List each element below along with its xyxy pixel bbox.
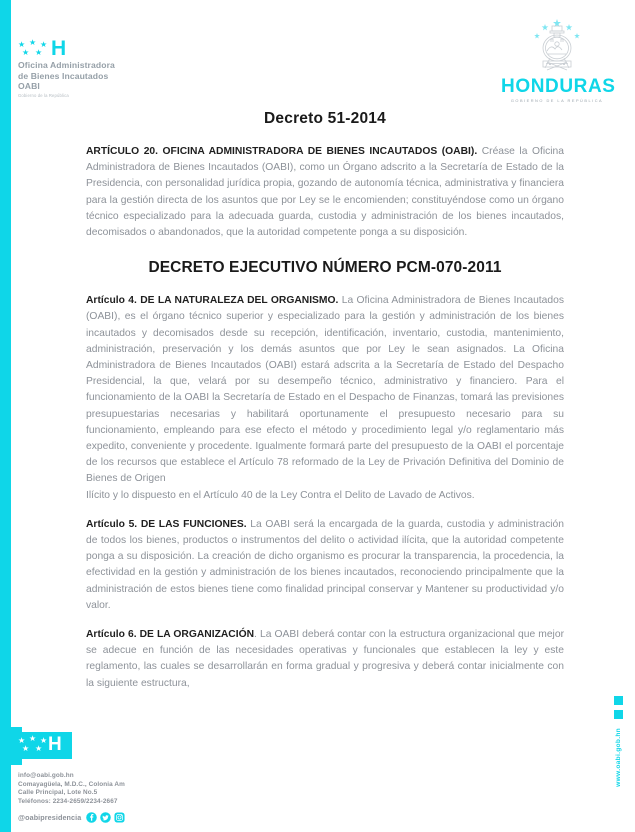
decorative-square-2 [614, 710, 623, 719]
paragraph-articulo-6 [86, 627, 564, 692]
paragraph-lead: Artículo 5. DE LAS FUNCIONES. [86, 518, 247, 530]
oabi-h-letter: H [51, 37, 66, 60]
document-title-decreto-ejecutivo: DECRETO EJECUTIVO NÚMERO PCM-070-2011 [148, 259, 502, 277]
decorative-square-1 [614, 696, 623, 705]
honduras-logo [501, 18, 616, 103]
page-header [0, 0, 635, 105]
paragraph-lead: Artículo 4. DE LA NATURALEZA DEL ORGANISMO. [86, 295, 339, 307]
footer-address-line-1: Comayagüela, M.D.C., Colonia Am [18, 780, 125, 788]
oabi-logo-mark [18, 38, 115, 58]
website-url[interactable]: www.oabi.gob.hn [614, 728, 622, 787]
twitter-icon[interactable] [100, 812, 111, 823]
instagram-icon[interactable] [114, 812, 125, 823]
oabi-name [18, 60, 115, 92]
paragraph-text-tail: Ilícito y lo dispuesto en el Artículo 40 de la Ley Contra el Delito de Lavado de Activos. [86, 489, 475, 501]
paragraph-text: . La OABI deberá contar con la estructura organizacional que mejor se adecue en función de las necesidades operativas y funcionales que establecen la ley y este reglamento, las cuales se desarrollarán en forma gradual y progresiva y deberá contar inicialmente con la siguiente estructura, [86, 629, 565, 689]
left-accent-bar [0, 0, 11, 832]
paragraph-articulo-5 [86, 517, 564, 614]
paragraph-text: La OABI será la encargada de la guarda, custodia y administración de todos los bienes, productos o instrumentos del delito o actividad ilícita, que la autoridad competente ponga a su disposición. La creación de dicho organismo es procurar la transparencia, la procedencia, la efectividad en la gestión y administración de los bienes incautados, reconociendo principalmente que la administración de estos bienes tiene como finalidad principal conservar y Mantener su productividad y/o valor. [86, 518, 564, 611]
paragraph-text: Créase la Oficina Administradora de Bienes Incautados (OABI), como un Órgano adscrito a la Secretaría de Estado de la Presidencia, con personalidad jurídica propia, gozando de autonomía técnica, administrativa y financiera para la gestión directa de los asuntos que por Ley se le encomienden; constituyéndose como un órgano técnico especializado para la adecuada guarda, custodia y administración de los bienes incautados, decomisados o abandonados, que la autoridad competente ponga a su disposición. [86, 146, 564, 239]
honduras-coat-of-arms-icon [526, 18, 588, 76]
oabi-subtitle: Gobierno de la República [18, 92, 69, 98]
oabi-name-line-3: OABI [18, 81, 40, 91]
honduras-wordmark: HONDURAS [501, 76, 616, 97]
five-stars-icon: ★ ★ ★ ★ ★ [18, 38, 48, 57]
footer-phones: Teléfonos: 2234-2659/2234-2667 [18, 797, 118, 805]
five-stars-icon: ★ ★ ★ ★ ★ [18, 734, 48, 753]
footer-contact-info [18, 772, 186, 806]
social-handle: @oabipresidencia [18, 813, 82, 822]
document-title-decree-51-2014: Decreto 51-2014 [264, 110, 386, 127]
oabi-name-line-2: de Bienes Incautados [18, 70, 109, 81]
paragraph-lead: ARTÍCULO 20. OFICINA ADMINISTRADORA DE BIENES INCAUTADOS (OABI). [86, 146, 478, 157]
footer-address-line-2: Calle Principal, Lote No.5 [18, 789, 98, 797]
paragraph-text: La Oficina Administradora de Bienes Incautados (OABI), es el órgano técnico superior y especializado para la gestión y administración de los bienes incautados y decomisados desde su recepción, identificación, inventario, custodia, mantenimiento, administración, preservación y los demás asuntos que por Ley le sean asignados. La Oficina Administradora de Bienes Incautados (OABI) estará adscrita a la Secretaría de Estado del Despacho Presidencial, la que, velará por su desempeño técnico, administrativo y financiero. Para el funcionamiento de la OABI la Secretaría de Estado en el Despacho de Finanzas, tomará las previsiones presupuestarias necesarias y habilitará oportunamente el presupuesto necesario para su funcionamiento, empleando para ese efecto el método y procedimiento legal y/o reglamentario más expedito, conveniente y procedente. Igualmente formará parte del presupuesto de la OABI el porcentaje de los recursos que establece el Artículo 78 reformado de la Ley de Privación Definitiva del Dominio de Bienes de Origen [86, 295, 564, 485]
paragraph-lead: Artículo 6. DE LA ORGANIZACIÓN [86, 629, 255, 641]
honduras-subtitle: GOBIERNO DE LA REPÚBLICA [510, 98, 604, 103]
footer-email[interactable]: info@oabi.gob.hn [18, 772, 74, 779]
footer-social-links [18, 812, 125, 823]
footer-h-letter: H [48, 734, 62, 755]
paragraph-articulo-20 [86, 144, 564, 241]
oabi-logo [18, 38, 115, 98]
page-footer [0, 727, 635, 832]
paragraph-articulo-4 [86, 293, 564, 487]
facebook-icon[interactable] [86, 812, 97, 823]
oabi-name-line-1: Oficina Administradora [18, 60, 115, 70]
document-body [86, 110, 564, 692]
paragraph-articulo-4-tail [86, 488, 564, 504]
footer-logo-mark [18, 736, 62, 753]
